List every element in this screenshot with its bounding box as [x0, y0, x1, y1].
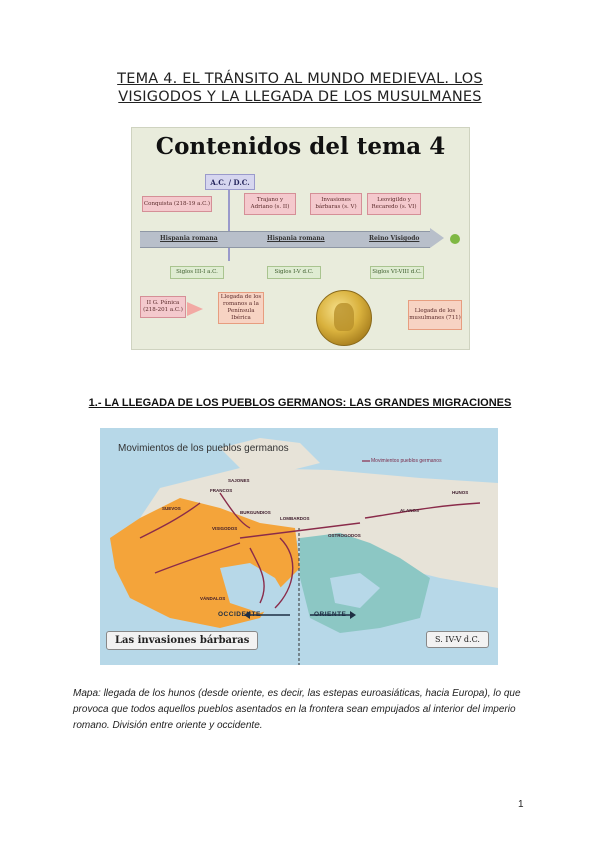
- map-badge-invasiones: Las invasiones bárbaras: [106, 631, 258, 650]
- timeline-end-dot: [450, 234, 460, 244]
- slide-title: Contenidos del tema 4: [155, 133, 446, 160]
- ac-dc-label: A.C. / D.C.: [205, 174, 255, 190]
- box-llegada-romanos: Llegada de los romanos a la Península Ibérica: [218, 292, 264, 324]
- box-punica: II G. Púnica (218-201 a.C.): [140, 296, 186, 318]
- label-visigodos: VISIGODOS: [212, 526, 238, 531]
- box-musulmanes: Llegada de los musulmanes (711): [408, 300, 462, 330]
- map-title: Movimientos de los pueblos germanos: [118, 443, 289, 454]
- label-vandalos: VÁNDALOS: [200, 596, 226, 601]
- map-caption: Mapa: llegada de los hunos (desde oriente, es decir, las estepas euroasiáticas, hacia Europa), lo que provoca que todos aquellos pueblos asentados en la frontera sean empujados al interior del imperio romano. División entre oriente y occidente.: [73, 688, 521, 731]
- map-badge-siglos: S. IV-V d.C.: [426, 631, 489, 648]
- box-trajano: Trajano y Adriano (s. II): [244, 193, 296, 215]
- page-title: [60, 70, 540, 106]
- title-line-1: TEMA 4. EL TRÁNSITO AL MUNDO MEDIEVAL. LOS: [117, 71, 483, 87]
- label-burgundios: BURGUNDIOS: [240, 510, 271, 515]
- label-sajones: SAJONES: [228, 478, 250, 483]
- timeline-arrow: [430, 228, 444, 248]
- box-siglos-3: Siglos VI-VIII d.C.: [370, 266, 424, 279]
- arrow-right: [187, 302, 203, 316]
- label-occidente: OCCIDENTE: [218, 611, 261, 618]
- label-suevos: SUEVOS: [162, 506, 181, 511]
- label-francos: FRANCOS: [210, 488, 233, 493]
- box-invasiones: Invasiones bárbaras (s. V): [310, 193, 362, 215]
- contenidos-slide-image: [131, 127, 470, 350]
- box-siglos-2: Siglos I-V d.C.: [267, 266, 321, 279]
- map-legend: Movimientos pueblos germanos: [371, 458, 442, 464]
- title-line-2: VISIGODOS Y LA LLEGADA DE LOS MUSULMANES: [118, 89, 482, 105]
- band-hispania-romana-1: Hispania romana: [160, 235, 218, 242]
- label-hunos: HUNOS: [452, 490, 469, 495]
- box-conquista: Conquista (218-19 a.C.): [142, 196, 212, 212]
- section-heading: 1.- LA LLEGADA DE LOS PUEBLOS GERMANOS: LAS GRANDES MIGRACIONES: [88, 397, 512, 409]
- label-lombardos: LOMBARDOS: [280, 516, 310, 521]
- label-oriente: ORIENTE: [314, 611, 347, 618]
- page-number: 1: [518, 799, 524, 810]
- divider-line: [228, 189, 230, 261]
- band-hispania-romana-2: Hispania romana: [267, 235, 325, 242]
- label-ostrogodos: OSTROGODOS: [328, 533, 361, 538]
- box-leovigildo: Leovigildo y Recaredo (s. VI): [367, 193, 421, 215]
- germanic-migrations-map: [100, 428, 498, 665]
- visigothic-coin-image: [316, 290, 372, 346]
- label-alanos: ALANOS: [400, 508, 419, 513]
- box-siglos-1: Siglos III-I a.C.: [170, 266, 224, 279]
- band-reino-visigodo: Reino Visigodo: [369, 235, 420, 242]
